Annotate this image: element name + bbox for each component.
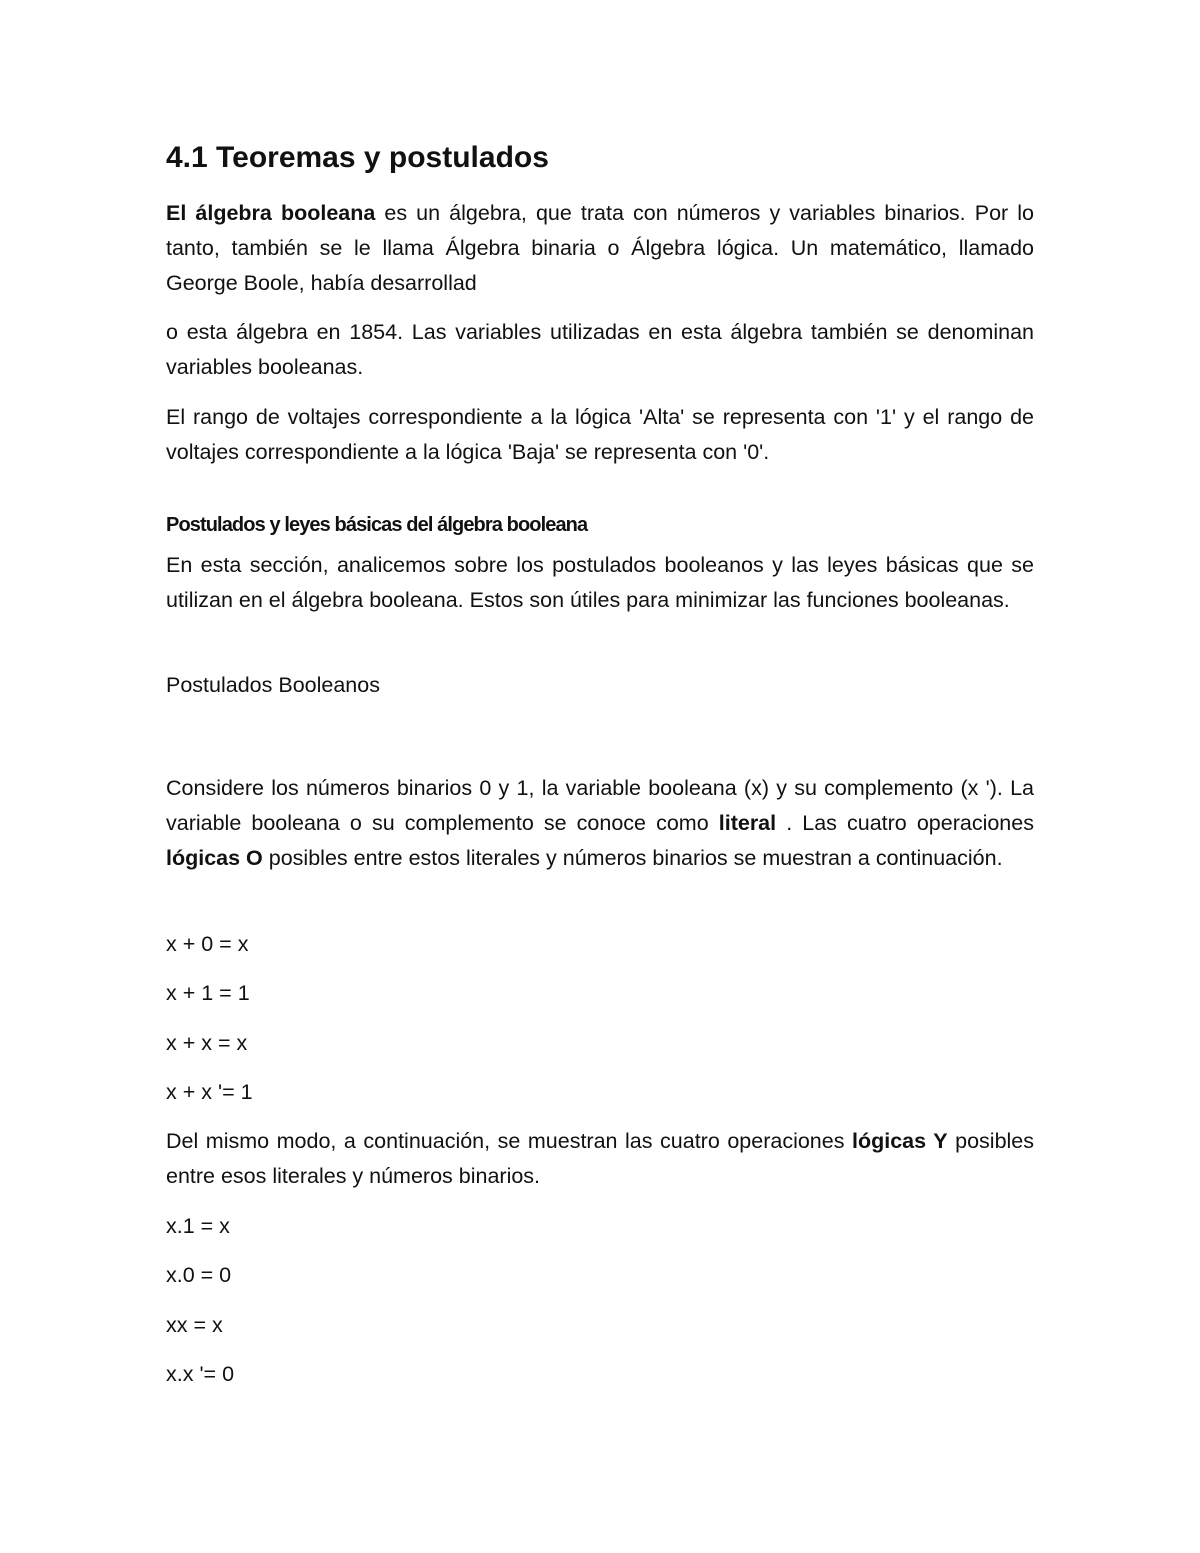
or-equation: x + x = x [166,1031,248,1055]
and-equation: x.0 = 0 [166,1263,232,1287]
or-equation: x + x '= 1 [166,1080,253,1104]
bold-logic-or: lógicas O [166,846,263,870]
and-text-1: Del mismo modo, a continuación, se muestran las cuatro operaciones [166,1129,853,1153]
consider-text-1: Considere los números binarios 0 y 1, la variable booleana (x) y su complemento (x '). La variable booleana o su complemento se conoce como [166,776,1034,835]
section-intro-paragraph: En esta sección, analicemos sobre los postulados booleanos y las leyes básicas que se utilizan en el álgebra booleana. Estos son útiles para minimizar las funciones booleanas. [166,553,1034,612]
intro-text-1: es un álgebra, que trata con números y variables binarios. Por lo tanto, también se le llama Álgebra binaria o Álgebra lógica. Un matemático, llamado George Boole, había desarrollad [166,201,1034,295]
consider-text-3: posibles entre estos literales y números binarios se muestran a continuación. [262,846,1003,870]
bold-logic-and: lógicas Y [852,1129,948,1153]
or-equation: x + 0 = x [166,932,249,956]
consider-paragraph [166,771,1034,876]
voltage-paragraph: El rango de voltajes correspondiente a la lógica 'Alta' se representa con '1' y el rango de voltajes correspondiente a la lógica 'Baja' se representa con '0'. [166,405,1034,464]
and-equation: xx = x [166,1313,223,1337]
and-equation: x.x '= 0 [166,1362,235,1386]
postulates-heading: Postulados Booleanos [166,673,380,697]
intro-continuation-paragraph: o esta álgebra en 1854. Las variables utilizadas en esta álgebra también se denominan variables booleanas. [166,320,1034,379]
bold-term: El álgebra booleana [166,201,376,225]
section-heading: Postulados y leyes básicas del álgebra booleana [166,514,588,536]
page-title: 4.1 Teoremas y postulados [166,141,549,174]
and-text-2: posibles entre esos literales y números binarios. [166,1129,1035,1188]
and-equation: x.1 = x [166,1214,230,1238]
intro-paragraph [166,196,1034,301]
and-paragraph [166,1124,1034,1194]
consider-text-2: . Las cuatro operaciones [776,811,1034,835]
or-equation: x + 1 = 1 [166,981,250,1005]
bold-literal: literal [718,811,777,835]
